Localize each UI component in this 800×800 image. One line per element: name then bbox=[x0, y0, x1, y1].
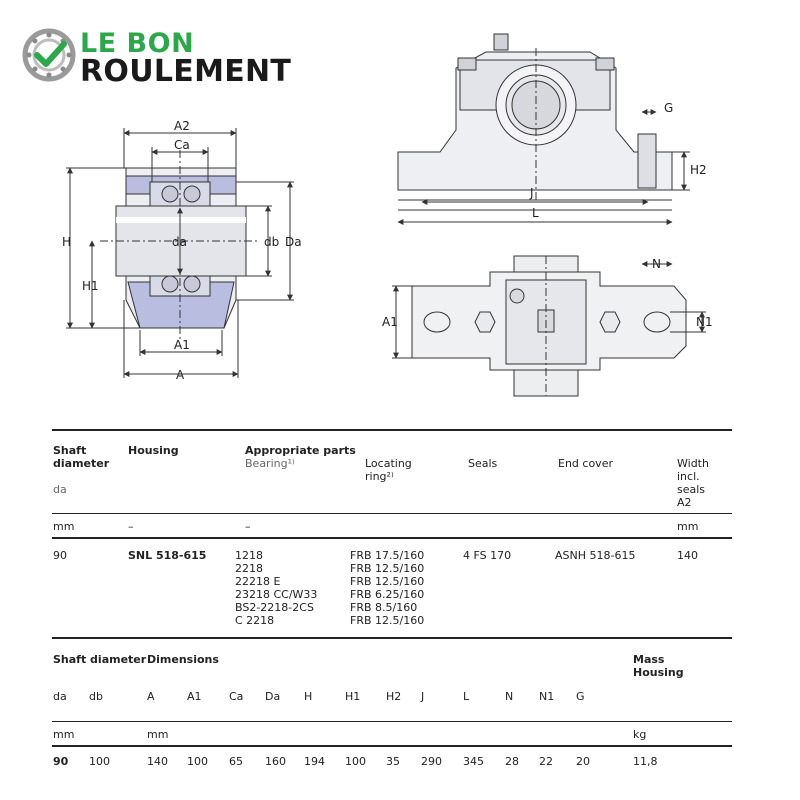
t2-val-db: 100 bbox=[89, 755, 110, 768]
t2-val-N1: 22 bbox=[539, 755, 553, 768]
t2-val-H1: 100 bbox=[345, 755, 366, 768]
t2-sym-Da: Da bbox=[265, 690, 281, 703]
t1-header-seals: Seals bbox=[468, 457, 498, 470]
t1-header-housing: Housing bbox=[128, 444, 179, 457]
table1-body-rule bbox=[52, 537, 732, 539]
t2-sym-N: N bbox=[505, 690, 514, 703]
t1-header-ring: Locating ring²⁾ bbox=[365, 457, 412, 483]
label-db: db bbox=[264, 235, 280, 249]
t2-val-mass: 11,8 bbox=[633, 755, 658, 768]
label-da: da bbox=[172, 235, 187, 249]
table1-top-rule bbox=[52, 429, 732, 431]
t1-header-shaft: Shaft diameter bbox=[53, 444, 110, 470]
t1-row-width: 140 bbox=[677, 549, 698, 562]
t1-row-housing: SNL 518-615 bbox=[128, 549, 207, 562]
logo-line1: LE BON bbox=[80, 28, 195, 59]
t2-unit-shaft: mm bbox=[53, 728, 75, 741]
t2-sym-da: da bbox=[53, 690, 67, 703]
t1-row-shaft: 90 bbox=[53, 549, 67, 562]
label-A: A bbox=[176, 368, 185, 382]
label-A1-top: A1 bbox=[382, 315, 398, 329]
t2-sym-H1: H1 bbox=[345, 690, 361, 703]
front-view bbox=[398, 34, 690, 222]
t2-val-J: 290 bbox=[421, 755, 442, 768]
t2-sym-db: db bbox=[89, 690, 103, 703]
label-A2: A2 bbox=[174, 119, 190, 133]
logo-line2: ROULEMENT bbox=[80, 54, 292, 89]
t2-val-A1: 100 bbox=[187, 755, 208, 768]
t2-val-G: 20 bbox=[576, 755, 590, 768]
t2-val-A: 140 bbox=[147, 755, 168, 768]
label-H: H bbox=[62, 235, 72, 249]
t2-val-H: 194 bbox=[304, 755, 325, 768]
t2-val-L: 345 bbox=[463, 755, 484, 768]
top-view bbox=[392, 256, 706, 396]
t2-sym-Ca: Ca bbox=[229, 690, 244, 703]
label-Ca: Ca bbox=[174, 138, 190, 152]
t1-row-seals: 4 FS 170 bbox=[463, 549, 512, 562]
table2-units-rule bbox=[52, 721, 732, 722]
label-H1: H1 bbox=[82, 279, 99, 293]
t2-sym-J: J bbox=[421, 690, 425, 703]
label-Da: Da bbox=[285, 235, 302, 249]
t2-sym-G: G bbox=[576, 690, 585, 703]
t2-sym-A: A bbox=[147, 690, 155, 703]
t1-unit-parts: – bbox=[245, 520, 251, 533]
t2-header-shaft: Shaft diameter bbox=[53, 653, 147, 666]
t1-header-endcover: End cover bbox=[558, 457, 613, 470]
t1-header-bearing: Bearing¹⁾ bbox=[245, 457, 295, 470]
label-H2: H2 bbox=[690, 163, 707, 177]
t2-val-N: 28 bbox=[505, 755, 519, 768]
t1-unit-width: mm bbox=[677, 520, 699, 533]
label-A1: A1 bbox=[174, 338, 190, 352]
t2-val-Da: 160 bbox=[265, 755, 286, 768]
t2-unit-dims: mm bbox=[147, 728, 169, 741]
t2-header-mass: Mass Housing bbox=[633, 653, 684, 679]
t1-header-parts: Appropriate parts bbox=[245, 444, 356, 457]
t1-row-rings: FRB 17.5/160 FRB 12.5/160 FRB 12.5/160 FRB 6.25/160 FRB 8.5/160 FRB 12.5/160 bbox=[350, 549, 425, 627]
t2-header-dimensions: Dimensions bbox=[147, 653, 219, 666]
table1-units-rule bbox=[52, 513, 732, 514]
t1-header-shaft-symbol: da bbox=[53, 483, 67, 496]
t1-header-width: Width incl. seals A2 bbox=[677, 457, 709, 509]
label-J: J bbox=[530, 186, 534, 200]
t1-unit-housing: – bbox=[128, 520, 134, 533]
t2-sym-N1: N1 bbox=[539, 690, 555, 703]
table2-body-rule bbox=[52, 745, 732, 747]
t1-row-bearings: 1218 2218 22218 E 23218 CC/W33 BS2-2218-2CS C 2218 bbox=[235, 549, 318, 627]
t2-unit-mass: kg bbox=[633, 728, 647, 741]
table2-top-rule bbox=[52, 637, 732, 639]
t1-row-endcover: ASNH 518-615 bbox=[555, 549, 636, 562]
t2-val-H2: 35 bbox=[386, 755, 400, 768]
t1-unit-shaft: mm bbox=[53, 520, 75, 533]
label-N1: N1 bbox=[696, 315, 713, 329]
label-G: G bbox=[664, 101, 674, 115]
t2-sym-A1: A1 bbox=[187, 690, 202, 703]
t2-val-da: 90 bbox=[53, 755, 69, 768]
label-L: L bbox=[532, 206, 539, 220]
t2-sym-L: L bbox=[463, 690, 470, 703]
t2-sym-H: H bbox=[304, 690, 313, 703]
t2-sym-H2: H2 bbox=[386, 690, 402, 703]
t2-val-Ca: 65 bbox=[229, 755, 243, 768]
label-N: N bbox=[652, 257, 661, 271]
